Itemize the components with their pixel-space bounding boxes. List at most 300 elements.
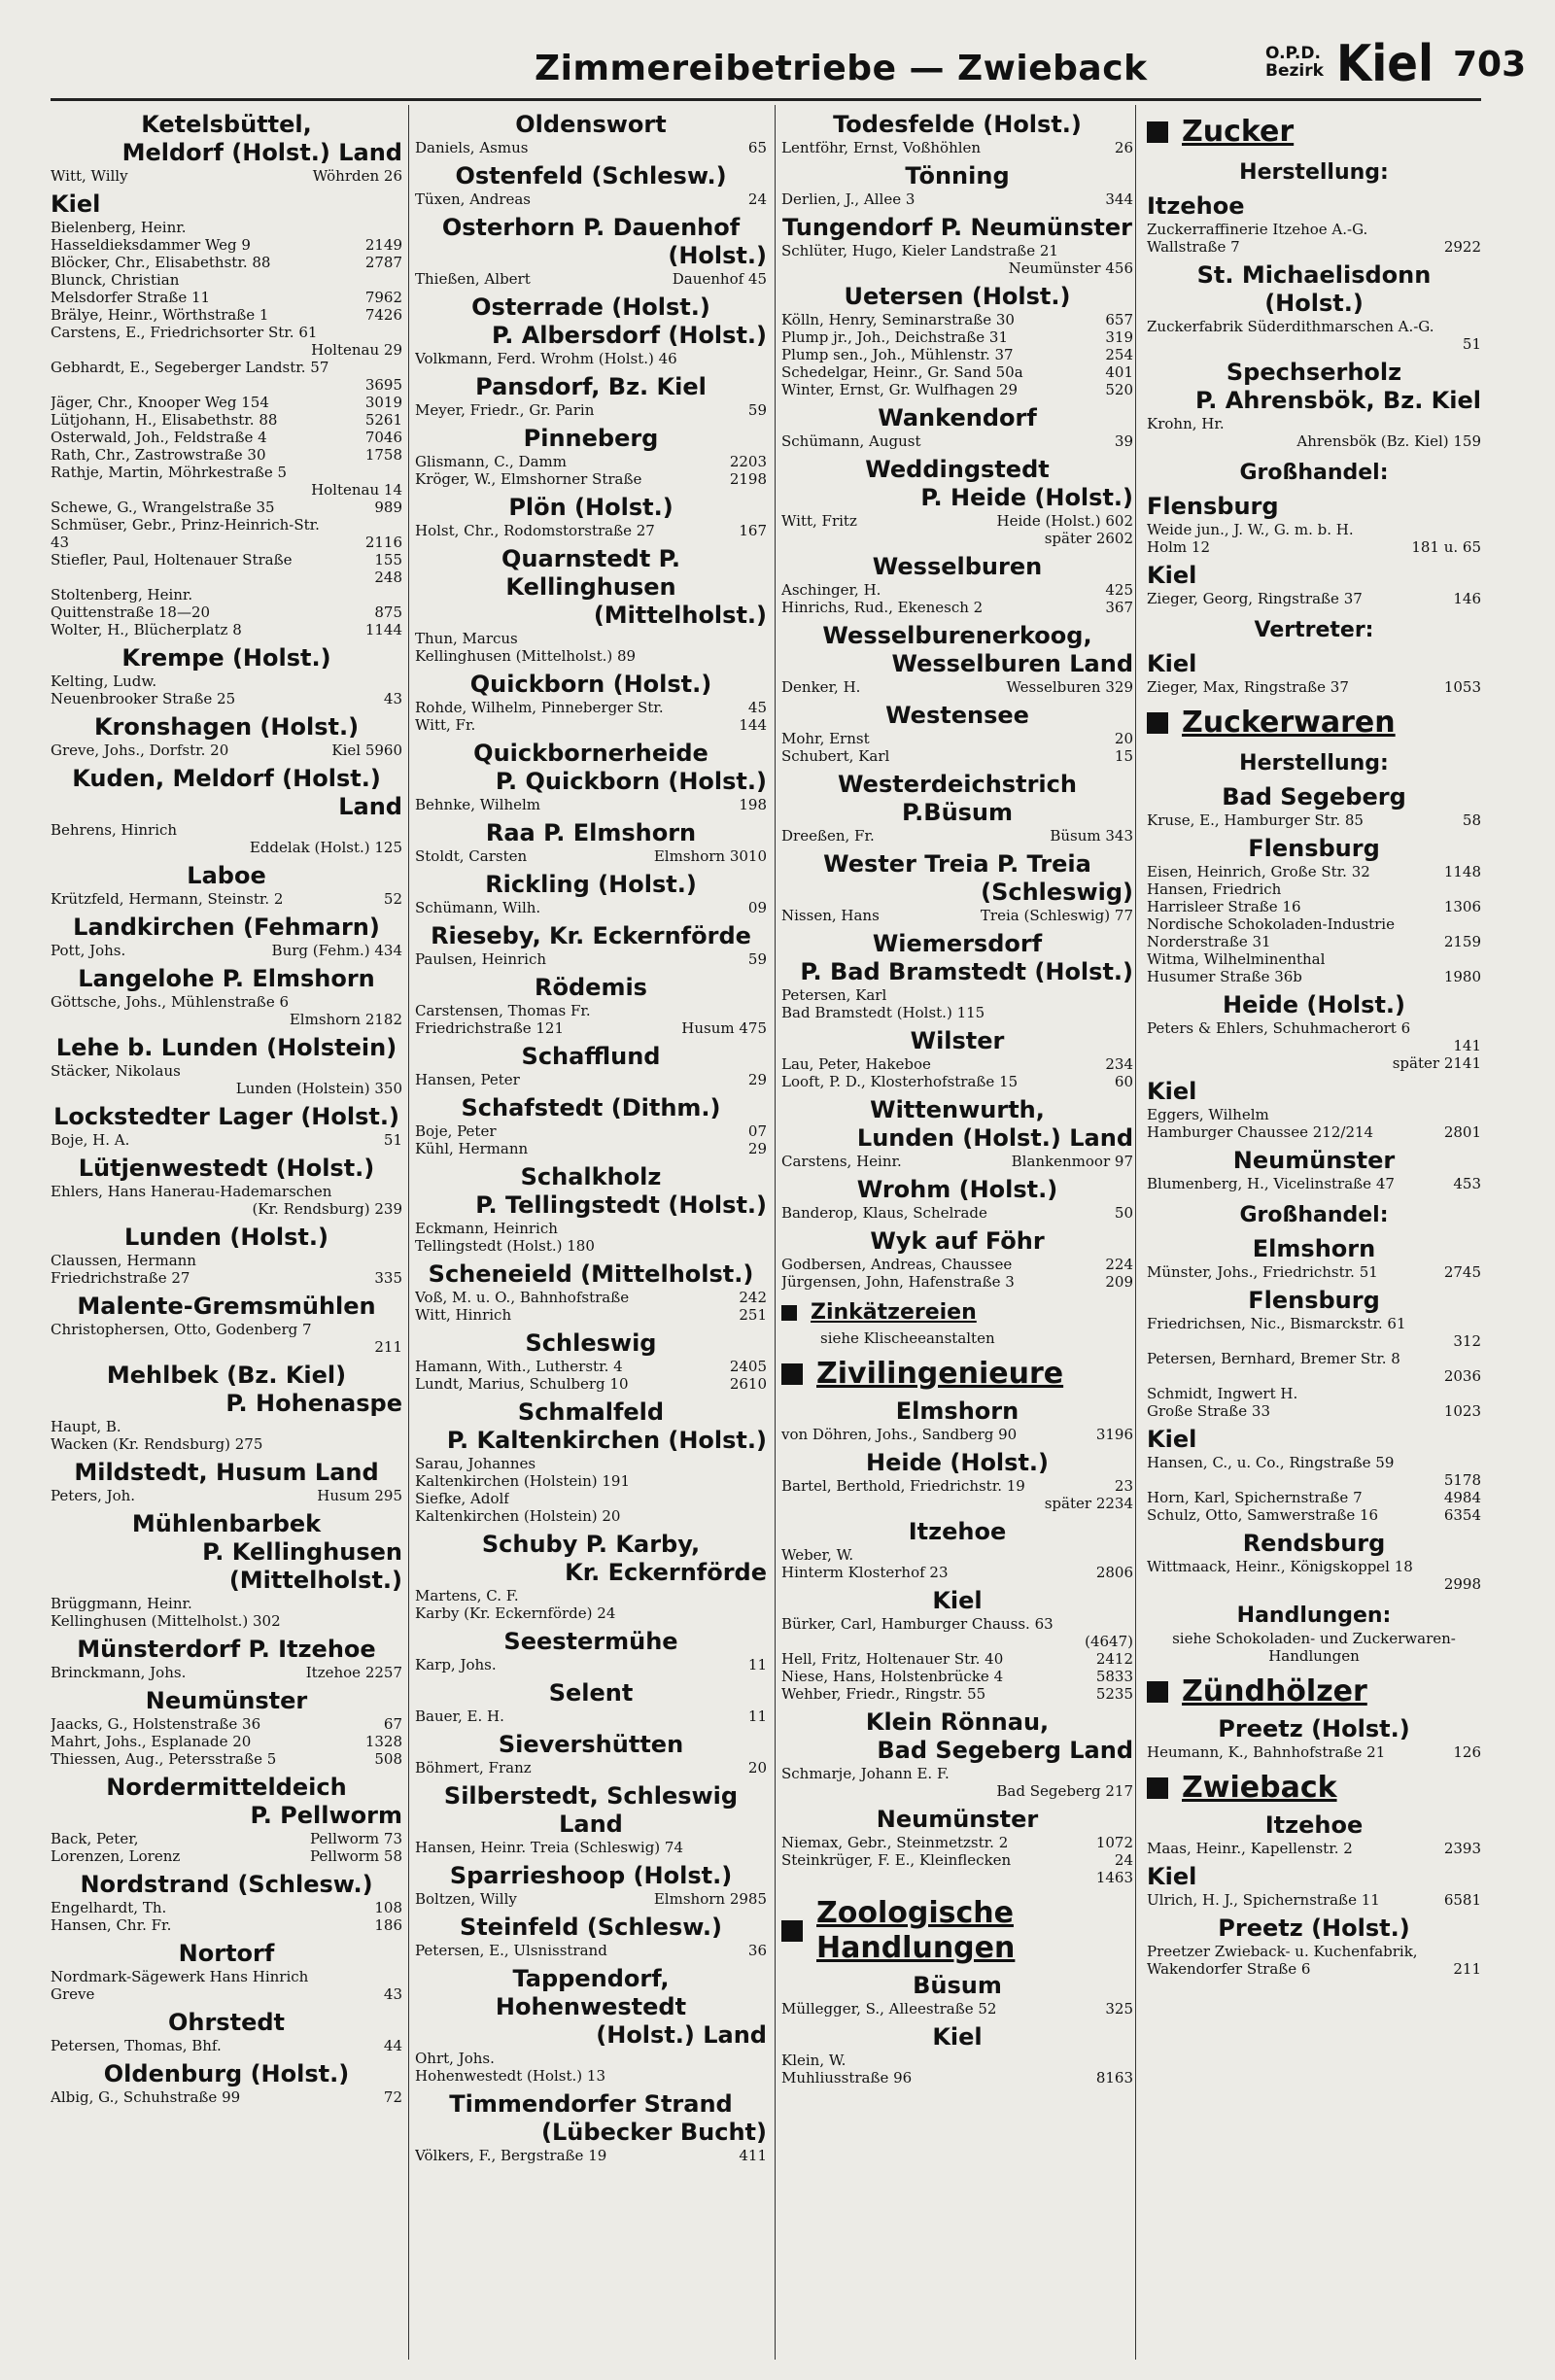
entry-number bbox=[398, 1183, 402, 1200]
category-heading bbox=[1147, 706, 1481, 741]
entry-row bbox=[415, 1358, 767, 1375]
entry-row bbox=[51, 446, 402, 464]
entry-name: Müllegger, S., Alleestraße 52 bbox=[781, 2000, 997, 2018]
subheading: Großhandel: bbox=[1239, 1203, 1389, 1227]
category-title: Zuckerwaren bbox=[1182, 706, 1396, 740]
place-heading: Kuden, Meldorf (Holst.) bbox=[72, 765, 381, 792]
entry-row bbox=[51, 464, 402, 481]
entry-number: 242 bbox=[739, 1289, 767, 1306]
entry-name: Hansen, Friedrich bbox=[1147, 880, 1282, 898]
place-heading: Flensburg bbox=[1147, 493, 1279, 520]
entry-row bbox=[51, 1985, 402, 2003]
place-section bbox=[1147, 192, 1481, 256]
place-section bbox=[781, 111, 1133, 156]
entry-name: Kellinghusen (Mittelholst.) 89 bbox=[415, 647, 637, 665]
entry-name: Winter, Ernst, Gr. Wulfhagen 29 bbox=[781, 381, 1019, 398]
entry-row bbox=[1147, 950, 1481, 968]
entry-name: Wakendorfer Straße 6 bbox=[1147, 1960, 1311, 1978]
entry-number: 58 bbox=[1462, 811, 1481, 829]
entry-number: 1758 bbox=[364, 446, 402, 464]
entry-row bbox=[781, 1153, 1133, 1170]
entry-row bbox=[51, 1080, 402, 1097]
entry-number: 60 bbox=[1114, 1073, 1133, 1090]
entry-name: Denker, H. bbox=[781, 678, 861, 696]
place-section bbox=[1147, 261, 1481, 353]
entry-number: 7426 bbox=[364, 306, 402, 324]
entry-number: Büsum 343 bbox=[1050, 827, 1133, 845]
entry-name: Niese, Hans, Holstenbrücke 4 bbox=[781, 1668, 1004, 1685]
entry-number: 50 bbox=[1114, 1204, 1133, 1222]
entry-name: von Döhren, Johs., Sandberg 90 bbox=[781, 1426, 1018, 1443]
place-section bbox=[781, 622, 1133, 696]
entry-row bbox=[51, 1595, 402, 1612]
entry-number: 209 bbox=[1105, 1273, 1133, 1291]
entry-name: Engelhardt, Th. bbox=[51, 1899, 167, 1916]
entry-name: Lau, Peter, Hakeboe bbox=[781, 1055, 931, 1073]
entry-row bbox=[415, 716, 767, 734]
place-section bbox=[781, 456, 1133, 547]
entry-number: 312 bbox=[1453, 1332, 1481, 1350]
entry-number: Neumünster 456 bbox=[1008, 259, 1133, 277]
place-heading: Raa P. Elmshorn bbox=[485, 819, 697, 846]
place-section bbox=[781, 850, 1133, 924]
entry-name: Blunck, Christian bbox=[51, 271, 180, 289]
entry-name: Zuckerfabrik Süderdithmarschen A.-G. bbox=[1147, 318, 1434, 335]
entry-number: 11 bbox=[747, 1656, 767, 1673]
subheading: Vertreter: bbox=[1254, 618, 1374, 642]
entry-row bbox=[51, 1750, 402, 1768]
entry-row bbox=[781, 678, 1133, 696]
place-section bbox=[781, 283, 1133, 398]
entry-number: 36 bbox=[747, 1942, 767, 1959]
entry-row bbox=[415, 630, 767, 647]
entry-row bbox=[1147, 1106, 1481, 1123]
entry-name: Back, Peter, bbox=[51, 1830, 139, 1847]
place-heading: Oldenswort bbox=[515, 111, 667, 138]
entry-row bbox=[781, 139, 1133, 156]
entry-number: 367 bbox=[1105, 599, 1133, 616]
entry-row bbox=[781, 1668, 1133, 1685]
entry-name: Pott, Johs. bbox=[51, 942, 126, 959]
entry-row bbox=[781, 907, 1133, 924]
entry-number: 2801 bbox=[1443, 1123, 1481, 1141]
entry-number: 15 bbox=[1114, 747, 1133, 765]
entry-row bbox=[51, 324, 402, 341]
place-heading-continued: Wesselburen Land bbox=[891, 650, 1133, 677]
category-title: Zinkätzereien bbox=[811, 1300, 977, 1325]
place-section bbox=[415, 2090, 767, 2164]
place-heading: Schmalfeld bbox=[517, 1398, 665, 1426]
entry-name: Banderop, Klaus, Schelrade bbox=[781, 1204, 987, 1222]
entry-row bbox=[51, 1200, 402, 1218]
entry-name: Greve bbox=[51, 1985, 95, 2003]
entry-name: Friedrichstraße 27 bbox=[51, 1269, 190, 1287]
entry-row bbox=[51, 394, 402, 411]
entry-number: 224 bbox=[1105, 1256, 1133, 1273]
entry-name: Kölln, Henry, Seminarstraße 30 bbox=[781, 311, 1015, 328]
entry-row bbox=[781, 747, 1133, 765]
entry-number: 51 bbox=[1462, 335, 1481, 353]
place-heading: Kiel bbox=[1147, 650, 1197, 677]
place-section bbox=[415, 1163, 767, 1255]
category-title: Zwieback bbox=[1182, 1771, 1337, 1805]
entry-row bbox=[415, 1656, 767, 1673]
entry-name: Jürgensen, John, Hafenstraße 3 bbox=[781, 1273, 1015, 1291]
entry-row bbox=[781, 2000, 1133, 2018]
entry-number: 875 bbox=[374, 604, 402, 621]
place-heading: Kiel bbox=[932, 1587, 983, 1614]
entry-name: Nissen, Hans bbox=[781, 907, 880, 924]
entry-name: Behnke, Wilhelm bbox=[415, 796, 541, 813]
place-section bbox=[51, 111, 402, 185]
entry-row bbox=[781, 1426, 1133, 1443]
entry-number: (Kr. Rendsburg) 239 bbox=[252, 1200, 402, 1218]
entry-row bbox=[415, 350, 767, 367]
entry-number: 5261 bbox=[364, 411, 402, 429]
entry-name: Weber, W. bbox=[781, 1546, 854, 1564]
entry-row bbox=[51, 742, 402, 759]
place-section bbox=[1147, 1426, 1481, 1524]
entry-row bbox=[781, 1477, 1133, 1495]
entry-row bbox=[1147, 1019, 1481, 1037]
entry-number: 335 bbox=[374, 1269, 402, 1287]
place-section bbox=[415, 425, 767, 488]
entry-number: 126 bbox=[1453, 1743, 1481, 1761]
entry-name: Greve, Johs., Dorfstr. 20 bbox=[51, 742, 229, 759]
place-section bbox=[415, 214, 767, 288]
entry-name: Behrens, Hinrich bbox=[51, 821, 178, 839]
entry-row bbox=[781, 1204, 1133, 1222]
entry-number: Pellworm 73 bbox=[309, 1830, 402, 1847]
entry-row bbox=[415, 190, 767, 208]
entry-row bbox=[51, 1899, 402, 1916]
entry-name: Niemax, Gebr., Steinmetzstr. 2 bbox=[781, 1834, 1009, 1851]
entry-number: Lunden (Holstein) 350 bbox=[235, 1080, 402, 1097]
place-heading: Wrohm (Holst.) bbox=[856, 1176, 1058, 1203]
entry-row bbox=[1147, 1367, 1481, 1385]
entry-row bbox=[51, 1062, 402, 1080]
place-section bbox=[415, 1094, 767, 1157]
entry-number bbox=[763, 1490, 767, 1507]
entry-name: Mahrt, Johs., Esplanade 20 bbox=[51, 1733, 252, 1750]
entry-name: Lorenzen, Lorenz bbox=[51, 1847, 181, 1865]
category-title-wrap bbox=[1182, 115, 1294, 150]
entry-name: Böhmert, Franz bbox=[415, 1759, 532, 1776]
entry-row bbox=[51, 376, 402, 394]
place-heading: Kiel bbox=[1147, 1078, 1197, 1105]
entry-name: Hansen, Peter bbox=[415, 1071, 520, 1088]
entry-number: 65 bbox=[747, 139, 767, 156]
entry-name: Petersen, E., Ulsnisstrand bbox=[415, 1942, 607, 1959]
place-section bbox=[1147, 1287, 1481, 1420]
entry-row bbox=[415, 1890, 767, 1908]
entry-name: Melsdorfer Straße 11 bbox=[51, 289, 211, 306]
place-heading: Steinfeld (Schlesw.) bbox=[460, 1914, 722, 1941]
entry-name: Rathje, Martin, Möhrkestraße 5 bbox=[51, 464, 288, 481]
entry-name: Schmüser, Gebr., Prinz-Heinrich-Str. bbox=[51, 516, 320, 534]
entry-row bbox=[51, 534, 402, 551]
entry-row bbox=[51, 1487, 402, 1504]
place-heading: Quickbornerheide bbox=[473, 740, 708, 767]
entry-number bbox=[1477, 221, 1481, 238]
entry-row bbox=[51, 2088, 402, 2106]
category-heading bbox=[781, 1300, 1133, 1326]
entry-name: Weide jun., J. W., G. m. b. H. bbox=[1147, 521, 1354, 538]
entry-row bbox=[51, 1321, 402, 1338]
place-section bbox=[1147, 562, 1481, 607]
entry-row bbox=[781, 1615, 1133, 1633]
subheading: Großhandel: bbox=[1239, 461, 1389, 485]
place-heading-continued: P. Tellingstedt (Holst.) bbox=[475, 1191, 767, 1219]
place-heading: Wilster bbox=[910, 1027, 1005, 1054]
entry-name: Ohrt, Johs. bbox=[415, 2050, 495, 2067]
entry-name: Nordische Schokoladen-Industrie bbox=[1147, 915, 1395, 933]
place-heading: Wittenwurth, bbox=[870, 1096, 1045, 1123]
entry-number bbox=[398, 1321, 402, 1338]
entry-name: Voß, M. u. O., Bahnhofstraße bbox=[415, 1289, 630, 1306]
entry-number: Elmshorn 3010 bbox=[653, 847, 767, 865]
entry-name: Hansen, Chr. Fr. bbox=[51, 1916, 172, 1934]
place-heading: Pansdorf, Bz. Kiel bbox=[475, 373, 707, 400]
place-section bbox=[51, 965, 402, 1028]
entry-number: 325 bbox=[1105, 2000, 1133, 2018]
entry-number: 11 bbox=[747, 1707, 767, 1725]
place-section bbox=[415, 373, 767, 419]
entry-number bbox=[763, 1839, 767, 1856]
entry-row bbox=[1147, 238, 1481, 256]
opd-line-1: O.P.D. bbox=[1265, 44, 1321, 63]
place-heading: Nordstrand (Schlesw.) bbox=[80, 1871, 373, 1898]
place-section bbox=[781, 1027, 1133, 1090]
entry-number: 1328 bbox=[364, 1733, 402, 1750]
entry-name: Wittmaack, Heinr., Königskoppel 18 bbox=[1147, 1558, 1413, 1575]
entry-name: Dreeßen, Fr. bbox=[781, 827, 875, 845]
place-heading: Neumünster bbox=[1232, 1147, 1396, 1174]
entry-name: Schulz, Otto, Samwerstraße 16 bbox=[1147, 1506, 1379, 1524]
entry-row bbox=[781, 1546, 1133, 1564]
entry-row bbox=[415, 1375, 767, 1393]
subheading: Herstellung: bbox=[1239, 160, 1389, 185]
entry-row bbox=[51, 359, 402, 376]
place-heading-continued: P. Bad Bramstedt (Holst.) bbox=[800, 958, 1133, 985]
entry-row bbox=[1147, 1743, 1481, 1761]
entry-name: Blöcker, Chr., Elisabethstr. 88 bbox=[51, 254, 271, 271]
entry-number bbox=[1477, 1106, 1481, 1123]
place-section bbox=[415, 671, 767, 734]
entry-name: Glismann, C., Damm bbox=[415, 453, 567, 470]
entry-number: 108 bbox=[374, 1899, 402, 1916]
entry-number: 8163 bbox=[1095, 2069, 1133, 2087]
entry-name: Stäcker, Nikolaus bbox=[51, 1062, 181, 1080]
entry-name: Osterwald, Joh., Feldstraße 4 bbox=[51, 429, 267, 446]
category-heading bbox=[781, 1896, 1133, 1966]
entry-row bbox=[1147, 968, 1481, 985]
category-title-wrap bbox=[816, 1357, 1063, 1392]
entry-number bbox=[763, 1220, 767, 1237]
column-4 bbox=[1147, 105, 1481, 2360]
entry-row bbox=[781, 432, 1133, 450]
place-heading: Schleswig bbox=[525, 1329, 657, 1357]
place-section bbox=[1147, 1863, 1481, 1909]
entry-row bbox=[781, 2052, 1133, 2069]
entry-number: 2405 bbox=[729, 1358, 767, 1375]
entry-number: 425 bbox=[1105, 581, 1133, 599]
entry-name: Tüxen, Andreas bbox=[415, 190, 531, 208]
place-heading: Flensburg bbox=[1248, 1287, 1380, 1314]
place-heading: Timmendorfer Strand bbox=[449, 2090, 733, 2118]
entry-number: 657 bbox=[1105, 311, 1133, 328]
entry-name: Bad Bramstedt (Holst.) 115 bbox=[781, 1004, 985, 1021]
category-marker bbox=[1147, 121, 1168, 143]
entry-number: 2116 bbox=[364, 534, 402, 551]
entry-row bbox=[781, 1650, 1133, 1668]
place-heading: Elmshorn bbox=[895, 1397, 1019, 1425]
entry-number bbox=[763, 1472, 767, 1490]
entry-number: 411 bbox=[739, 2147, 767, 2164]
entry-row bbox=[51, 1252, 402, 1269]
entry-number: 1023 bbox=[1443, 1402, 1481, 1420]
entry-name: Kühl, Hermann bbox=[415, 1140, 529, 1157]
entry-name: Lundt, Marius, Schulberg 10 bbox=[415, 1375, 629, 1393]
entry-name: Brälye, Heinr., Wörthstraße 1 bbox=[51, 306, 269, 324]
entry-number bbox=[1129, 986, 1133, 1004]
entry-name: Brinckmann, Johs. bbox=[51, 1664, 187, 1681]
entry-row bbox=[1147, 538, 1481, 556]
place-heading: Nordermitteldeich bbox=[106, 1774, 347, 1801]
entry-number bbox=[398, 993, 402, 1011]
place-heading: Ketelsbüttel, bbox=[141, 111, 312, 138]
place-heading: Mehlbek (Bz. Kiel) bbox=[106, 1362, 347, 1389]
entry-name: Looft, P. D., Klosterhofstraße 15 bbox=[781, 1073, 1019, 1090]
entry-name: Hamburger Chaussee 212/214 bbox=[1147, 1123, 1374, 1141]
entry-number: (4647) bbox=[1085, 1633, 1133, 1650]
entry-row bbox=[415, 1759, 767, 1776]
entry-row bbox=[415, 1122, 767, 1140]
entry-number: 59 bbox=[747, 401, 767, 419]
entry-number bbox=[1477, 1558, 1481, 1575]
place-section bbox=[781, 214, 1133, 277]
entry-row bbox=[415, 899, 767, 916]
entry-row bbox=[1147, 1350, 1481, 1367]
place-heading-continued: P. Kaltenkirchen (Holst.) bbox=[446, 1427, 767, 1454]
place-heading: Preetz (Holst.) bbox=[1218, 1914, 1410, 1942]
place-heading: Sparrieshoop (Holst.) bbox=[449, 1862, 733, 1889]
entry-row bbox=[1147, 1471, 1481, 1489]
place-section bbox=[415, 494, 767, 539]
place-section bbox=[1147, 1715, 1481, 1761]
entry-number: 5178 bbox=[1443, 1471, 1481, 1489]
place-heading: Schafstedt (Dithm.) bbox=[461, 1094, 721, 1121]
entry-row bbox=[415, 2050, 767, 2067]
entry-number bbox=[398, 219, 402, 236]
entry-row bbox=[781, 311, 1133, 328]
entry-number bbox=[398, 516, 402, 534]
entry-number: 167 bbox=[739, 522, 767, 539]
place-section bbox=[415, 819, 767, 865]
place-section bbox=[1147, 1235, 1481, 1281]
column-1 bbox=[51, 105, 402, 2360]
place-heading: Osterhorn P. Dauenhof bbox=[441, 214, 741, 241]
place-heading: Silberstedt, Schleswig Land bbox=[443, 1782, 739, 1838]
place-heading: Rickling (Holst.) bbox=[485, 871, 697, 898]
entry-name: Friedrichsen, Nic., Bismarckstr. 61 bbox=[1147, 1315, 1406, 1332]
entry-number bbox=[398, 464, 402, 481]
entry-name: Witma, Wilhelminenthal bbox=[1147, 950, 1326, 968]
place-heading: Itzehoe bbox=[1147, 192, 1245, 220]
place-section bbox=[781, 1227, 1133, 1291]
entry-number: Heide (Holst.) 602 bbox=[996, 512, 1133, 530]
place-section bbox=[781, 1096, 1133, 1170]
entry-name: Petersen, Thomas, Bhf. bbox=[51, 2037, 222, 2054]
entry-row bbox=[1147, 1175, 1481, 1192]
entry-name: Bartel, Berthold, Friedrichstr. 19 bbox=[781, 1477, 1025, 1495]
place-heading-continued: Meldorf (Holst.) Land bbox=[121, 139, 402, 166]
place-heading: Kronshagen (Holst.) bbox=[93, 713, 360, 741]
entry-row bbox=[415, 950, 767, 968]
place-section bbox=[51, 914, 402, 959]
page-title: Zimmereibetriebe — Zwieback bbox=[535, 49, 1148, 88]
entry-number: Ahrensbök (Bz. Kiel) 159 bbox=[1296, 432, 1481, 450]
entry-number: 24 bbox=[1114, 1851, 1133, 1869]
entry-number: 5235 bbox=[1095, 1685, 1133, 1703]
entry-number bbox=[1477, 318, 1481, 335]
entry-name: Wehber, Friedr., Ringstr. 55 bbox=[781, 1685, 986, 1703]
entry-name: Bielenberg, Heinr. bbox=[51, 219, 187, 236]
entry-row bbox=[415, 1507, 767, 1525]
entry-number: Treia (Schleswig) 77 bbox=[980, 907, 1133, 924]
place-section bbox=[51, 1103, 402, 1149]
place-section bbox=[415, 1628, 767, 1673]
entry-name: Preetzer Zwieback- u. Kuchenfabrik, bbox=[1147, 1943, 1418, 1960]
entry-name: Lentföhr, Ernst, Voßhöhlen bbox=[781, 139, 982, 156]
entry-name: Klein, W. bbox=[781, 2052, 847, 2069]
entry-name: Hamann, With., Lutherstr. 4 bbox=[415, 1358, 623, 1375]
entry-name: Siefke, Adolf bbox=[415, 1490, 509, 1507]
place-heading: Neumünster bbox=[145, 1687, 308, 1714]
entry-name: Bauer, E. H. bbox=[415, 1707, 504, 1725]
entry-number: später 2602 bbox=[1044, 530, 1133, 547]
place-section bbox=[415, 740, 767, 813]
entry-row bbox=[51, 1847, 402, 1865]
place-heading: Ostenfeld (Schlesw.) bbox=[455, 162, 727, 190]
entry-row bbox=[415, 1306, 767, 1324]
place-section bbox=[781, 1449, 1133, 1512]
place-heading: Heide (Holst.) bbox=[1222, 991, 1405, 1018]
entry-name: Kaltenkirchen (Holstein) 191 bbox=[415, 1472, 631, 1490]
place-section bbox=[781, 1176, 1133, 1222]
entry-name: Holm 12 bbox=[1147, 538, 1210, 556]
place-section bbox=[51, 1774, 402, 1865]
entry-row bbox=[51, 890, 402, 908]
place-section bbox=[1147, 493, 1481, 556]
place-section bbox=[415, 1329, 767, 1393]
place-heading: Plön (Holst.) bbox=[508, 494, 674, 521]
entry-number bbox=[398, 324, 402, 341]
entry-row bbox=[781, 827, 1133, 845]
entry-number: 319 bbox=[1105, 328, 1133, 346]
place-heading: Schafflund bbox=[521, 1043, 661, 1070]
entry-number bbox=[1477, 1385, 1481, 1402]
entry-name: Daniels, Asmus bbox=[415, 139, 529, 156]
entry-row bbox=[415, 139, 767, 156]
category-title-wrap bbox=[1182, 706, 1396, 741]
entry-row bbox=[415, 2067, 767, 2085]
place-heading: Lehe b. Lunden (Holstein) bbox=[55, 1034, 397, 1061]
entry-number bbox=[1477, 1454, 1481, 1471]
entry-row bbox=[51, 839, 402, 856]
place-heading: Rieseby, Kr. Eckernförde bbox=[431, 922, 751, 949]
entry-row bbox=[1147, 415, 1481, 432]
